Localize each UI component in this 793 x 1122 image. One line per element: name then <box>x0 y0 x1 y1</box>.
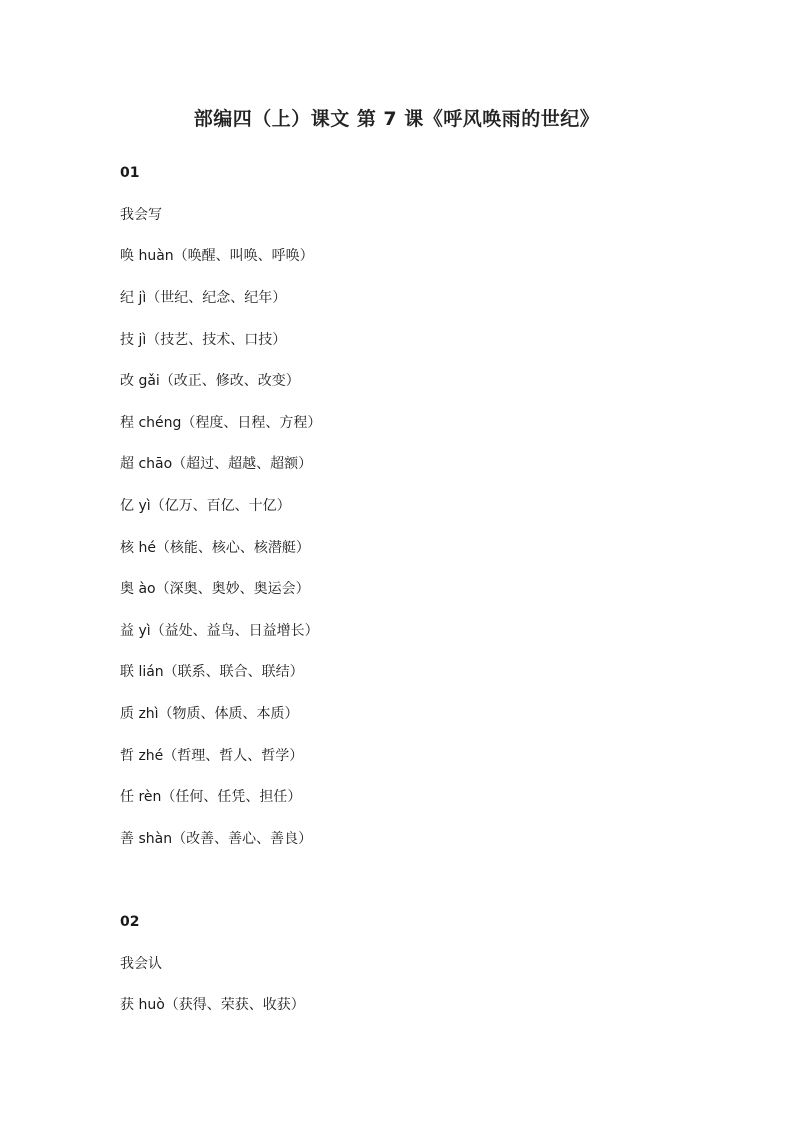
vocab-item: 益 yì（益处、益鸟、日益增长） <box>120 623 319 639</box>
vocab-item: 哲 zhé（哲理、哲人、哲学） <box>120 748 304 764</box>
vocab-item: 亿 yì（亿万、百亿、十亿） <box>120 498 291 514</box>
vocab-item: 奥 ào（深奥、奥妙、奥运会） <box>120 581 310 597</box>
vocab-item: 超 chāo（超过、超越、超额） <box>120 456 313 472</box>
document-title: 部编四（上）课文 第 7 课《呼风唤雨的世纪》 <box>193 108 600 130</box>
vocab-item: 任 rèn（任何、任凭、担任） <box>120 789 302 805</box>
section-heading: 我会认 <box>120 956 162 972</box>
vocab-item: 核 hé（核能、核心、核潜艇） <box>120 540 310 556</box>
vocab-item: 善 shàn（改善、善心、善良） <box>120 831 313 847</box>
section-number: 02 <box>120 914 140 930</box>
vocab-item: 程 chéng（程度、日程、方程） <box>120 415 322 431</box>
vocab-item: 技 jì（技艺、技术、口技） <box>120 332 287 348</box>
vocab-item: 唤 huàn（唤醒、叫唤、呼唤） <box>120 248 314 264</box>
vocab-item: 改 gǎi（改正、修改、改变） <box>120 373 300 389</box>
vocab-item: 纪 jì（世纪、纪念、纪年） <box>120 290 287 306</box>
vocab-item: 联 lián（联系、联合、联结） <box>120 664 304 680</box>
vocab-item: 质 zhì（物质、体质、本质） <box>120 706 299 722</box>
section-number: 01 <box>120 165 140 181</box>
vocab-item: 获 huò（获得、荣获、收获） <box>120 997 305 1013</box>
section-heading: 我会写 <box>120 207 162 223</box>
